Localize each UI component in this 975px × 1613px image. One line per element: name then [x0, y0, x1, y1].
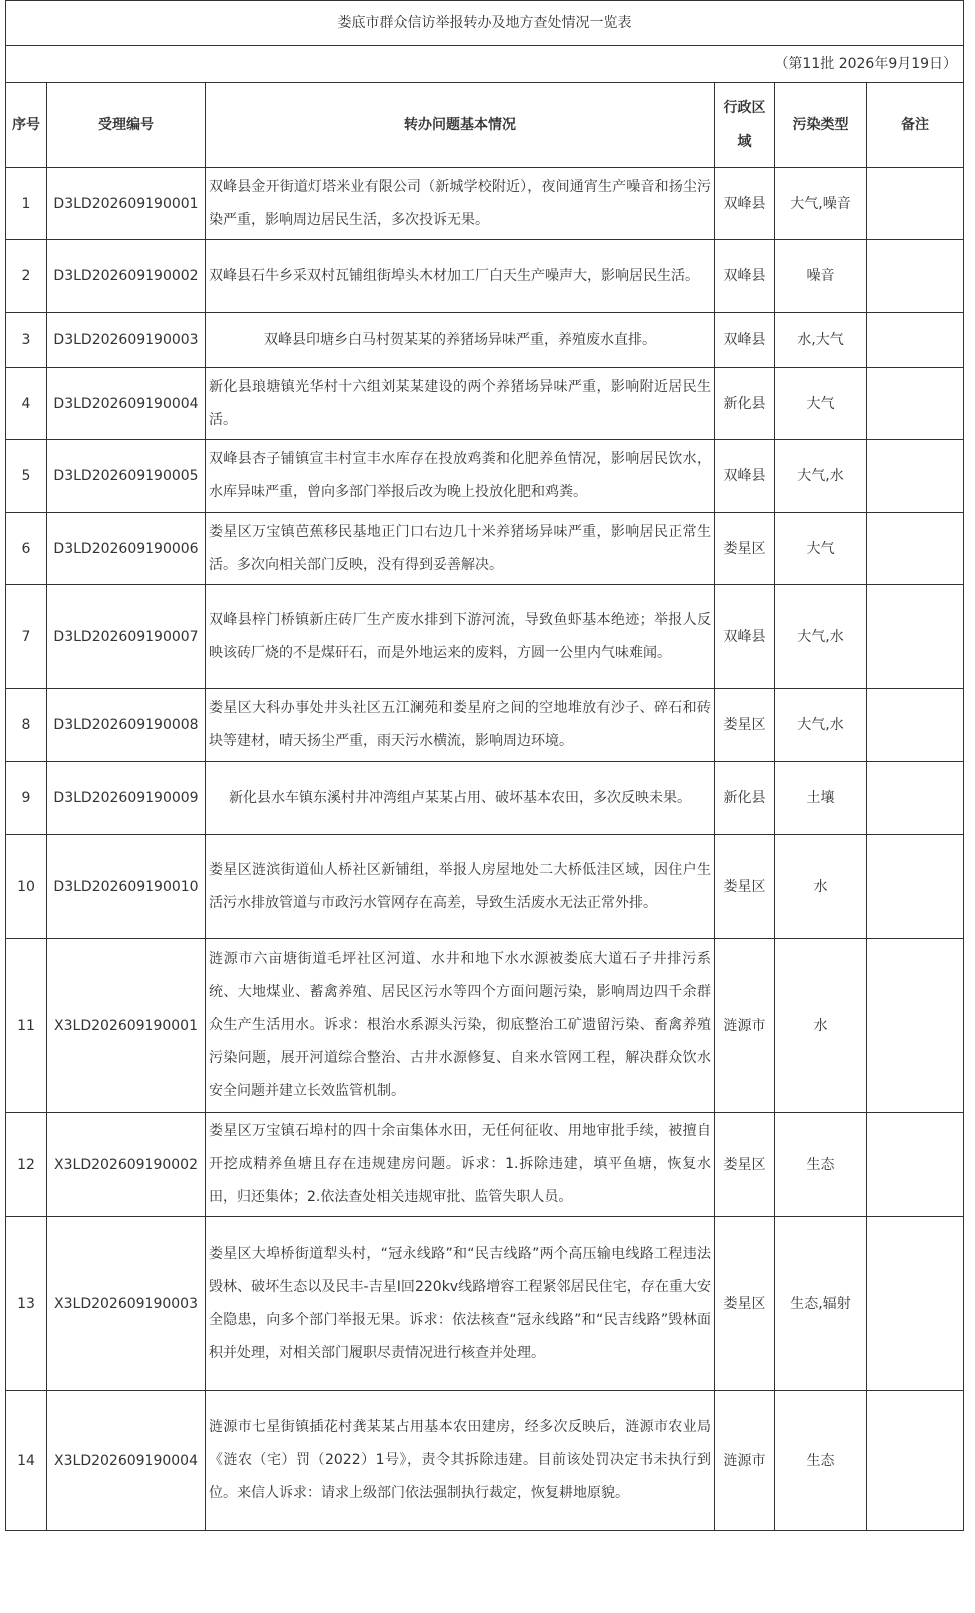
row-region: 娄星区 [715, 689, 775, 762]
row-desc: 娄星区涟滨街道仙人桥社区新铺组，举报人房屋地处二大桥低洼区域，因住户生活污水排放管道与市政污水管网存在高差，导致生活废水无法正常外排。 [206, 835, 715, 939]
row-type: 噪音 [775, 240, 867, 313]
row-type: 水 [775, 835, 867, 939]
table-row [6, 440, 964, 513]
row-note [867, 585, 964, 689]
row-note [867, 513, 964, 585]
row-id: X3LD202609190004 [47, 1391, 206, 1531]
row-seq: 14 [6, 1391, 47, 1531]
row-region: 双峰县 [715, 585, 775, 689]
row-seq: 1 [6, 168, 47, 240]
table-row [6, 939, 964, 1113]
row-id: X3LD202609190001 [47, 939, 206, 1113]
row-id: D3LD202609190007 [47, 585, 206, 689]
table-row [6, 168, 964, 240]
row-seq: 5 [6, 440, 47, 513]
row-region: 双峰县 [715, 168, 775, 240]
row-type: 水 [775, 939, 867, 1113]
row-desc: 双峰县金开街道灯塔米业有限公司（新城学校附近），夜间通宵生产噪音和扬尘污染严重，影响周边居民生活，多次投诉无果。 [206, 168, 715, 240]
row-id: D3LD202609190008 [47, 689, 206, 762]
row-seq: 10 [6, 835, 47, 939]
row-type: 大气 [775, 368, 867, 440]
row-seq: 4 [6, 368, 47, 440]
row-type: 大气 [775, 513, 867, 585]
row-note [867, 1391, 964, 1531]
row-seq: 2 [6, 240, 47, 313]
row-region: 双峰县 [715, 313, 775, 368]
report-container [5, 0, 963, 1531]
row-id: X3LD202609190002 [47, 1113, 206, 1217]
row-seq: 12 [6, 1113, 47, 1217]
row-region: 新化县 [715, 368, 775, 440]
row-region: 双峰县 [715, 240, 775, 313]
table-row [6, 1113, 964, 1217]
row-region: 涟源市 [715, 939, 775, 1113]
row-note [867, 689, 964, 762]
row-region: 娄星区 [715, 513, 775, 585]
row-note [867, 240, 964, 313]
row-id: D3LD202609190010 [47, 835, 206, 939]
header-row [6, 83, 964, 168]
row-id: D3LD202609190004 [47, 368, 206, 440]
row-note [867, 168, 964, 240]
header-id: 受理编号 [47, 83, 206, 168]
row-region: 新化县 [715, 762, 775, 835]
row-seq: 3 [6, 313, 47, 368]
header-type: 污染类型 [775, 83, 867, 168]
row-seq: 9 [6, 762, 47, 835]
row-desc: 双峰县石牛乡采双村瓦铺组街埠头木材加工厂白天生产噪声大，影响居民生活。 [206, 240, 715, 313]
table-title: 娄底市群众信访举报转办及地方查处情况一览表 [6, 1, 964, 46]
row-desc: 娄星区万宝镇石埠村的四十余亩集体水田，无任何征收、用地审批手续，被擅自开挖成精养鱼塘且存在违规建房问题。诉求：1.拆除违建，填平鱼塘，恢复水田，归还集体；2.依法查处相关违规审批、监管失职人员。 [206, 1113, 715, 1217]
row-id: D3LD202609190009 [47, 762, 206, 835]
table-row [6, 368, 964, 440]
table-row [6, 585, 964, 689]
row-desc: 双峰县杏子铺镇宣丰村宣丰水库存在投放鸡粪和化肥养鱼情况，影响居民饮水，水库异味严重，曾向多部门举报后改为晚上投放化肥和鸡粪。 [206, 440, 715, 513]
table-row [6, 513, 964, 585]
row-desc: 涟源市六亩塘街道毛坪社区河道、水井和地下水水源被娄底大道石子井排污系统、大地煤业、蓄禽养殖、居民区污水等四个方面问题污染，影响周边四千余群众生产生活用水。诉求：根治水系源头污染，彻底整治工矿遗留污染、畜禽养殖污染问题，展开河道综合整治、古井水源修复、自来水管网工程，解决群众饮水安全问题并建立长效监管机制。 [206, 939, 715, 1113]
row-note [867, 1217, 964, 1391]
row-seq: 7 [6, 585, 47, 689]
report-table [5, 0, 964, 1531]
row-type: 水,大气 [775, 313, 867, 368]
header-desc: 转办问题基本情况 [206, 83, 715, 168]
row-type: 大气,水 [775, 689, 867, 762]
table-row [6, 835, 964, 939]
table-row [6, 1217, 964, 1391]
row-note [867, 440, 964, 513]
row-note [867, 939, 964, 1113]
row-id: D3LD202609190005 [47, 440, 206, 513]
row-seq: 6 [6, 513, 47, 585]
row-id: X3LD202609190003 [47, 1217, 206, 1391]
row-region: 娄星区 [715, 1217, 775, 1391]
title-row [6, 1, 964, 46]
row-type: 生态,辐射 [775, 1217, 867, 1391]
row-note [867, 835, 964, 939]
header-note: 备注 [867, 83, 964, 168]
row-type: 大气,噪音 [775, 168, 867, 240]
row-desc: 新化县水车镇东溪村井冲湾组卢某某占用、破坏基本农田，多次反映未果。 [206, 762, 715, 835]
row-type: 生态 [775, 1113, 867, 1217]
row-region: 双峰县 [715, 440, 775, 513]
row-id: D3LD202609190001 [47, 168, 206, 240]
table-row [6, 1391, 964, 1531]
row-id: D3LD202609190006 [47, 513, 206, 585]
row-note [867, 313, 964, 368]
row-desc: 涟源市七星街镇插花村龚某某占用基本农田建房，经多次反映后，涟源市农业局《涟农（宅）罚（2022）1号》，责令其拆除违建。目前该处罚决定书未执行到位。来信人诉求：请求上级部门依法强制执行裁定，恢复耕地原貌。 [206, 1391, 715, 1531]
table-row [6, 762, 964, 835]
row-type: 土壤 [775, 762, 867, 835]
batch-note: （第11批 2026年9月19日） [6, 46, 964, 83]
batch-row [6, 46, 964, 83]
row-note [867, 368, 964, 440]
row-desc: 娄星区万宝镇芭蕉移民基地正门口右边几十米养猪场异味严重，影响居民正常生活。多次向相关部门反映，没有得到妥善解决。 [206, 513, 715, 585]
table-row [6, 689, 964, 762]
row-desc: 新化县琅塘镇光华村十六组刘某某建设的两个养猪场异味严重，影响附近居民生活。 [206, 368, 715, 440]
row-type: 大气,水 [775, 440, 867, 513]
row-desc: 双峰县梓门桥镇新庄砖厂生产废水排到下游河流，导致鱼虾基本绝迹；举报人反映该砖厂烧的不是煤矸石，而是外地运来的废料，方圆一公里内气味难闻。 [206, 585, 715, 689]
row-type: 大气,水 [775, 585, 867, 689]
row-seq: 8 [6, 689, 47, 762]
row-id: D3LD202609190002 [47, 240, 206, 313]
row-seq: 11 [6, 939, 47, 1113]
table-body [6, 168, 964, 1531]
row-id: D3LD202609190003 [47, 313, 206, 368]
row-seq: 13 [6, 1217, 47, 1391]
row-region: 娄星区 [715, 835, 775, 939]
row-desc: 娄星区大科办事处井头社区五江澜苑和娄星府之间的空地堆放有沙子、碎石和砖块等建材，晴天扬尘严重，雨天污水横流，影响周边环境。 [206, 689, 715, 762]
row-desc: 娄星区大埠桥街道犁头村，“冠永线路”和“民吉线路”两个高压输电线路工程违法毁林、破坏生态以及民丰-吉星I回220kv线路增容工程紧邻居民住宅，存在重大安全隐患，向多个部门举报无果。诉求：依法核查“冠永线路”和“民吉线路”毁林面积并处理，对相关部门履职尽责情况进行核查并处理。 [206, 1217, 715, 1391]
row-region: 娄星区 [715, 1113, 775, 1217]
row-region: 涟源市 [715, 1391, 775, 1531]
header-seq: 序号 [6, 83, 47, 168]
table-row [6, 313, 964, 368]
row-type: 生态 [775, 1391, 867, 1531]
header-region: 行政区域 [715, 83, 775, 168]
row-note [867, 762, 964, 835]
row-note [867, 1113, 964, 1217]
table-row [6, 240, 964, 313]
row-desc: 双峰县印塘乡白马村贺某某的养猪场异味严重，养殖废水直排。 [206, 313, 715, 368]
